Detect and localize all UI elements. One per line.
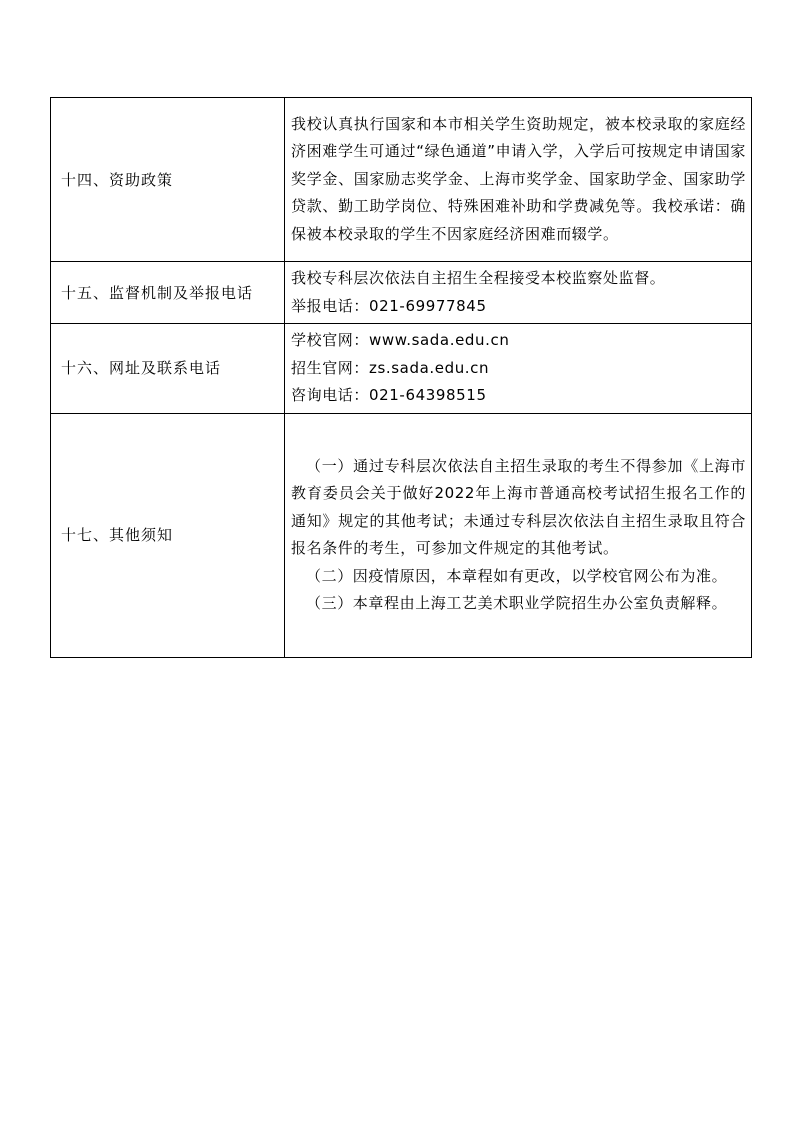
row-label-contact: 十六、网址及联系电话: [51, 324, 285, 414]
supervision-text: 我校专科层次依法自主招生全程接受本校监察处监督。: [291, 269, 666, 287]
row-label-supervision: 十五、监督机制及举报电话: [51, 262, 285, 324]
admission-website-text: 招生官网：zs.sada.edu.cn: [291, 358, 490, 377]
note-item-1: （一）通过专科层次依法自主招生录取的考生不得参加《上海市教育委员会关于做好2022年上海市普通高校考试招生报名工作的通知》规定的其他考试；未通过专科层次依法自主招生录取且符合报名条件的考生，可参加文件规定的其他考试。: [291, 456, 746, 557]
table-row-other-notes: [51, 413, 752, 657]
consult-phone-text: 咨询电话：021-64398515: [291, 386, 487, 404]
school-website-text: 学校官网：www.sada.edu.cn: [291, 331, 510, 349]
row-content-supervision: [285, 262, 752, 324]
row-content-financial-aid: [285, 98, 752, 262]
note-item-2: （二）因疫情原因，本章程如有更改，以学校官网公布为准。: [306, 566, 728, 585]
admission-rules-table: [50, 97, 752, 658]
table-row-financial-aid: [51, 98, 752, 262]
note-item-3: （三）本章程由上海工艺美术职业学院招生办公室负责解释。: [306, 594, 728, 612]
row-content-other-notes: [285, 413, 752, 657]
report-phone-text: 举报电话：021-69977845: [291, 296, 487, 315]
table-row-contact: [51, 324, 752, 414]
table-row-supervision: [51, 262, 752, 324]
row-content-contact: [285, 324, 752, 414]
row-label-financial-aid: 十四、资助政策: [51, 98, 285, 262]
financial-aid-text: 我校认真执行国家和本市相关学生资助规定，被本校录取的家庭经济困难学生可通过“绿色通道”申请入学，入学后可按规定申请国家奖学金、国家励志奖学金、上海市奖学金、国家助学金、国家助学贷款、勤工助学岗位、特殊困难补助和学费减免等。我校承诺：确保被本校录取的学生不因家庭经济困难而辍学。: [291, 114, 746, 243]
row-label-other-notes: 十七、其他须知: [51, 413, 285, 657]
